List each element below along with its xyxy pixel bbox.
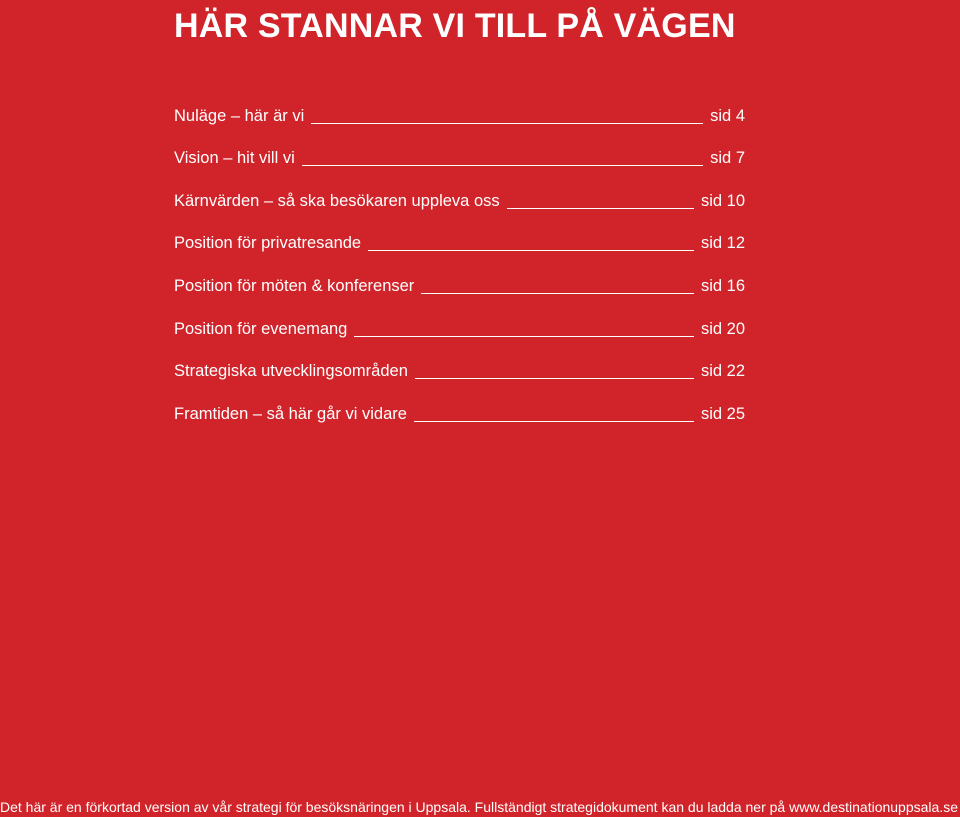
footer-note: Det här är en förkortad version av vår strategi för besöksnäringen i Uppsala. Fullständigt strategidokument kan du ladda ner på www.destinationuppsala.se bbox=[0, 799, 958, 815]
toc-entry-page: sid 16 bbox=[700, 276, 745, 295]
toc-entry-label: Nuläge – här är vi bbox=[174, 106, 305, 125]
page-title: HÄR STANNAR VI TILL PÅ VÄGEN bbox=[174, 7, 736, 45]
toc-entry-page: sid 22 bbox=[700, 362, 745, 381]
toc-leader-line bbox=[421, 292, 694, 294]
toc-leader-line bbox=[311, 122, 703, 124]
toc-entry-page: sid 10 bbox=[700, 191, 745, 210]
toc-entry-label: Kärnvärden – så ska besökaren uppleva oss bbox=[174, 191, 500, 210]
toc-entry-page: sid 20 bbox=[700, 319, 745, 338]
toc-leader-line bbox=[354, 335, 694, 337]
toc-leader-line bbox=[415, 377, 694, 379]
toc-entry-label: Framtiden – så här går vi vidare bbox=[174, 404, 407, 423]
toc-entry-page: sid 25 bbox=[700, 404, 745, 423]
toc-entry bbox=[174, 173, 745, 216]
table-of-contents bbox=[174, 88, 745, 429]
toc-entry bbox=[174, 258, 745, 301]
toc-entry-label: Position för privatresande bbox=[174, 234, 362, 253]
toc-entry-page: sid 4 bbox=[710, 106, 745, 125]
toc-entry bbox=[174, 301, 745, 344]
toc-entry-page: sid 7 bbox=[710, 149, 745, 168]
toc-entry-label: Vision – hit vill vi bbox=[174, 149, 295, 168]
toc-leader-line bbox=[302, 164, 703, 166]
toc-entry-page: sid 12 bbox=[700, 234, 745, 253]
toc-entry-label: Position för möten & konferenser bbox=[174, 276, 415, 295]
toc-entry bbox=[174, 88, 745, 131]
toc-entry-label: Strategiska utvecklingsområden bbox=[174, 362, 408, 381]
toc-entry bbox=[174, 131, 745, 174]
toc-entry-label: Position för evenemang bbox=[174, 319, 348, 338]
toc-leader-line bbox=[368, 249, 694, 251]
toc-entry bbox=[174, 216, 745, 259]
toc-entry bbox=[174, 344, 745, 387]
toc-leader-line bbox=[414, 420, 694, 422]
toc-leader-line bbox=[507, 207, 694, 209]
toc-entry bbox=[174, 386, 745, 429]
